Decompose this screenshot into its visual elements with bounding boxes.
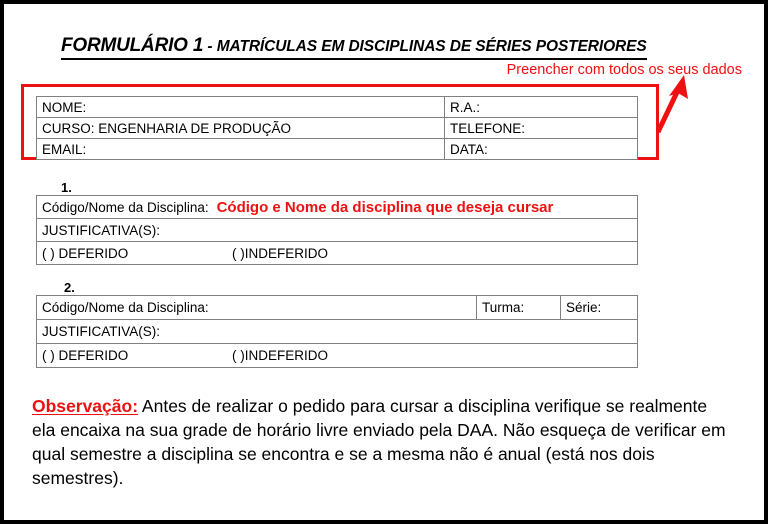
page-title	[61, 35, 647, 60]
fill-hint-annotation: Preencher com todos os seus dados	[506, 62, 742, 78]
discipline-1-table	[36, 195, 638, 265]
discipline-2-serie-label[interactable]: Série:	[561, 296, 638, 320]
identification-table	[36, 96, 638, 160]
page-title-strong: FORMULÁRIO 1	[61, 35, 204, 56]
observation-paragraph	[32, 394, 732, 490]
discipline-1-number: 1.	[61, 180, 72, 195]
table-row	[37, 97, 638, 118]
form-page-content	[4, 4, 764, 520]
table-row	[37, 344, 638, 368]
field-nome-label[interactable]: NOME:	[37, 97, 445, 118]
discipline-2-code-label[interactable]: Código/Nome da Disciplina:	[37, 296, 477, 320]
discipline-1-justification-label[interactable]: JUSTIFICATIVA(S):	[37, 219, 638, 242]
discipline-2-justification-label[interactable]: JUSTIFICATIVA(S):	[37, 320, 638, 344]
field-data-label[interactable]: DATA:	[445, 139, 638, 160]
table-row	[37, 118, 638, 139]
discipline-1-decision-cell[interactable]	[37, 242, 638, 265]
red-arrow-icon	[652, 72, 698, 134]
discipline-2-table	[36, 295, 638, 368]
table-row	[37, 296, 638, 320]
observation-heading: Observação:	[32, 396, 139, 416]
discipline-2-turma-label[interactable]: Turma:	[477, 296, 561, 320]
discipline-1-code-cell[interactable]	[37, 196, 638, 219]
table-row	[37, 219, 638, 242]
field-telefone-label[interactable]: TELEFONE:	[445, 118, 638, 139]
table-row	[37, 196, 638, 219]
discipline-1-code-label: Código/Nome da Disciplina:	[42, 199, 209, 215]
discipline-2-deferred-option[interactable]: ( ) DEFERIDO	[42, 348, 129, 363]
discipline-2-number: 2.	[64, 280, 75, 295]
field-ra-label[interactable]: R.A.:	[445, 97, 638, 118]
page-title-rest: - MATRÍCULAS EM DISCIPLINAS DE SÉRIES POSTERIORES	[203, 38, 647, 55]
table-row	[37, 139, 638, 160]
field-email-label[interactable]: EMAIL:	[37, 139, 445, 160]
discipline-1-deferred-option[interactable]: ( ) DEFERIDO	[42, 245, 129, 261]
discipline-2-undeferred-option[interactable]: ( )INDEFERIDO	[232, 348, 328, 363]
discipline-1-undeferred-option[interactable]: ( )INDEFERIDO	[232, 245, 328, 261]
discipline-2-decision-cell[interactable]	[37, 344, 638, 368]
table-row	[37, 242, 638, 265]
table-row	[37, 320, 638, 344]
observation-body: Antes de realizar o pedido para cursar a disciplina verifique se realmente ela encaixa na sua grade de horário livre enviado pela DAA. Não esqueça de verificar em qual semestre a disciplina se encontra e se a mesma não é anual (está nos dois semestres).	[32, 396, 726, 488]
discipline-1-annotation: Código e Nome da disciplina que deseja cursar	[216, 198, 554, 216]
field-curso-label[interactable]: CURSO: ENGENHARIA DE PRODUÇÃO	[37, 118, 445, 139]
